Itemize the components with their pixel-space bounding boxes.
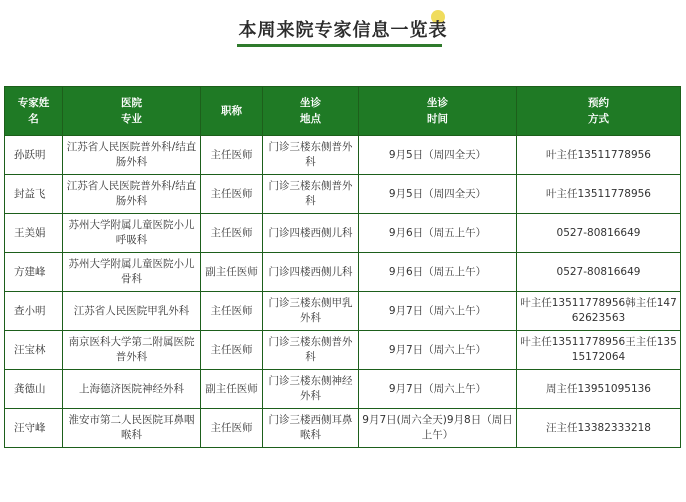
table-row [5, 370, 681, 409]
cell-location: 门诊三楼西侧耳鼻喉科 [263, 409, 359, 448]
cell-location: 门诊三楼东侧普外科 [263, 136, 359, 175]
expert-schedule-table [4, 86, 681, 448]
cell-booking: 叶主任13511778956王主任13515172064 [517, 331, 681, 370]
cell-title: 主任医师 [201, 175, 263, 214]
cell-booking: 叶主任13511778956韩主任14762623563 [517, 292, 681, 331]
cell-time: 9月6日（周五上午） [359, 253, 517, 292]
cell-booking: 叶主任13511778956 [517, 175, 681, 214]
cell-time: 9月7日(周六全天)9月8日（周日上午） [359, 409, 517, 448]
cell-location: 门诊三楼东侧神经外科 [263, 370, 359, 409]
header-line-1: 坐诊 [300, 97, 321, 109]
title-area [0, 10, 686, 50]
header-line-2: 时间 [427, 113, 448, 125]
cell-booking: 汪主任13382333218 [517, 409, 681, 448]
header-line-2: 方式 [588, 113, 609, 125]
cell-expert-name: 封益飞 [5, 175, 63, 214]
table-row [5, 175, 681, 214]
cell-expert-name: 龚德山 [5, 370, 63, 409]
header-location [263, 87, 359, 136]
cell-expert-name: 孙跃明 [5, 136, 63, 175]
header-time [359, 87, 517, 136]
header-line-2: 名 [28, 113, 39, 125]
cell-location: 门诊三楼东侧甲乳外科 [263, 292, 359, 331]
cell-title: 主任医师 [201, 331, 263, 370]
cell-booking: 叶主任13511778956 [517, 136, 681, 175]
cell-time: 9月7日（周六上午） [359, 331, 517, 370]
cell-expert-name: 汪宝林 [5, 331, 63, 370]
cell-booking: 0527-80816649 [517, 253, 681, 292]
cell-hospital-specialty: 淮安市第二人民医院耳鼻咽喉科 [63, 409, 201, 448]
table-row [5, 214, 681, 253]
header-line-2: 地点 [300, 113, 321, 125]
cell-expert-name: 方建峰 [5, 253, 63, 292]
table-row [5, 292, 681, 331]
table-row [5, 331, 681, 370]
cell-hospital-specialty: 江苏省人民医院甲乳外科 [63, 292, 201, 331]
cell-location: 门诊四楼西侧儿科 [263, 214, 359, 253]
cell-time: 9月5日（周四全天） [359, 136, 517, 175]
cell-hospital-specialty: 苏州大学附属儿童医院小儿骨科 [63, 253, 201, 292]
cell-location: 门诊四楼西侧儿科 [263, 253, 359, 292]
header-line-1: 坐诊 [427, 97, 448, 109]
table-row [5, 409, 681, 448]
header-line-1: 职称 [221, 105, 242, 117]
page-title: 本周来院专家信息一览表 [238, 20, 448, 41]
table-header-row [5, 87, 681, 136]
header-title [201, 87, 263, 136]
header-expert-name [5, 87, 63, 136]
header-line-1: 预约 [588, 97, 609, 109]
cell-title: 主任医师 [201, 292, 263, 331]
header-hospital-specialty [63, 87, 201, 136]
cell-time: 9月6日（周五上午） [359, 214, 517, 253]
cell-time: 9月7日（周六上午） [359, 292, 517, 331]
cell-location: 门诊三楼东侧普外科 [263, 175, 359, 214]
header-line-1: 医院 [121, 97, 142, 109]
cell-booking: 周主任13951095136 [517, 370, 681, 409]
header-line-2: 专业 [121, 113, 142, 125]
title-underline [237, 44, 442, 47]
cell-title: 主任医师 [201, 136, 263, 175]
header-line-1: 专家姓 [17, 97, 50, 109]
cell-title: 主任医师 [201, 214, 263, 253]
cell-booking: 0527-80816649 [517, 214, 681, 253]
cell-title: 主任医师 [201, 409, 263, 448]
cell-location: 门诊三楼东侧普外科 [263, 331, 359, 370]
table-row [5, 136, 681, 175]
cell-title: 副主任医师 [201, 370, 263, 409]
header-booking [517, 87, 681, 136]
cell-time: 9月7日（周六上午） [359, 370, 517, 409]
cell-hospital-specialty: 南京医科大学第二附属医院普外科 [63, 331, 201, 370]
cell-time: 9月5日（周四全天） [359, 175, 517, 214]
cell-expert-name: 查小明 [5, 292, 63, 331]
cell-hospital-specialty: 江苏省人民医院普外科/结直肠外科 [63, 175, 201, 214]
cell-expert-name: 汪守峰 [5, 409, 63, 448]
cell-expert-name: 王美娟 [5, 214, 63, 253]
cell-hospital-specialty: 江苏省人民医院普外科/结直肠外科 [63, 136, 201, 175]
cell-hospital-specialty: 上海德济医院神经外科 [63, 370, 201, 409]
table-row [5, 253, 681, 292]
cell-title: 副主任医师 [201, 253, 263, 292]
cell-hospital-specialty: 苏州大学附属儿童医院小儿呼吸科 [63, 214, 201, 253]
